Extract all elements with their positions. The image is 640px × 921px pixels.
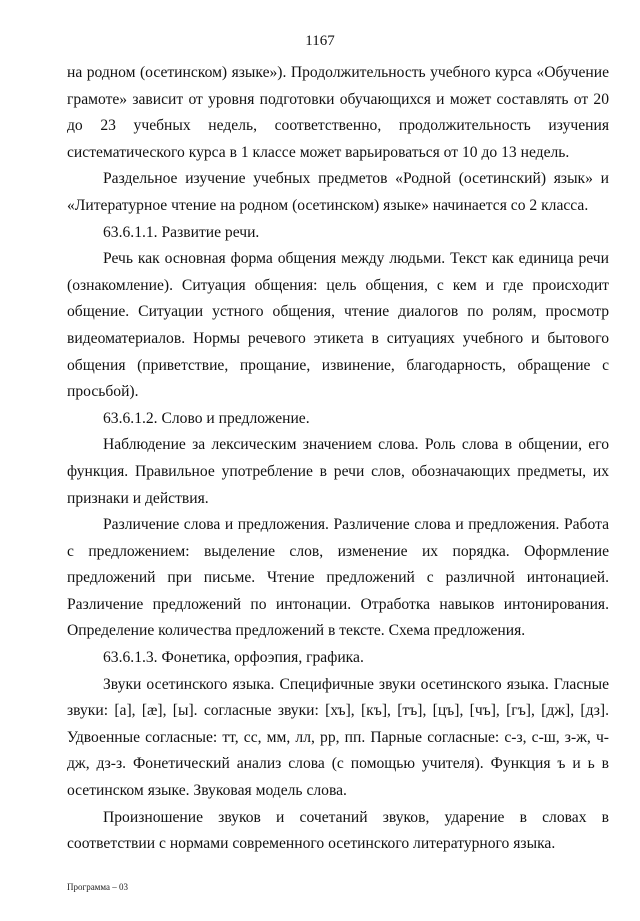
document-body [67,60,609,858]
paragraph: Различение слова и предложения. Различение слова и предложения. Работа с предложением: выделение слов, изменение их порядка. Оформление предложений при письме. Чтение предложений с различной интонацией. Различение предложений по интонации. Отработка навыков интонирования. Определение количества предложений в тексте. Схема предложения. [67,516,609,640]
paragraph: на родном (осетинском) языке»). Продолжительность учебного курса «Обучение грамоте» зависит от уровня подготовки обучающихся и может составлять от 20 до 23 учебных недель, соответственно, продолжительность изучения систематического курса в 1 классе может варьироваться от 10 до 13 недель. [67,64,609,161]
section-heading: 63.6.1.2. Слово и предложение. [103,409,310,427]
paragraph: Звуки осетинского языка. Специфичные звуки осетинского языка. Гласные звуки: [а], [æ], [ы]. согласные звуки: [хъ], [къ], [тъ], [цъ], [чъ], [гъ], [дж], [дз]. Удвоенные согласные: тт, сс, мм, лл, рр, пп. Парные согласные: с-з, с-ш, з-ж, ч-дж, дз-з. Фонетический анализ слова (с помощью учителя). Функция ъ и ь в осетинском языке. Звуковая модель слова. [67,675,609,800]
paragraph: Произношение звуков и сочетаний звуков, ударение в словах в соответствии с нормами современного осетинского литературного языка. [67,808,609,853]
page-number: 1167 [305,33,335,49]
paragraph: Раздельное изучение учебных предметов «Родной (осетинский) язык» и «Литературное чтение на родном (осетинском) языке» начинается со 2 класса. [67,170,609,214]
section-heading: 63.6.1.3. Фонетика, орфоэпия, графика. [103,649,364,667]
section-heading: 63.6.1.1. Развитие речи. [103,223,260,241]
paragraph: Речь как основная форма общения между людьми. Текст как единица речи (ознакомление). Ситуация общения: цель общения, с кем и где происходит общение. Ситуации устного общения, чтение диалогов по ролям, просмотр видеоматериалов. Нормы речевого этикета в ситуациях учебного и бытового общения (приветствие, прощание, извинение, благодарность, обращение с просьбой). [67,250,609,401]
footer-label: Программа – 03 [67,882,129,892]
paragraph: Наблюдение за лексическим значением слова. Роль слова в общении, его функция. Правильное употребление в речи слов, обозначающих предметы, их признаки и действия. [67,436,609,507]
